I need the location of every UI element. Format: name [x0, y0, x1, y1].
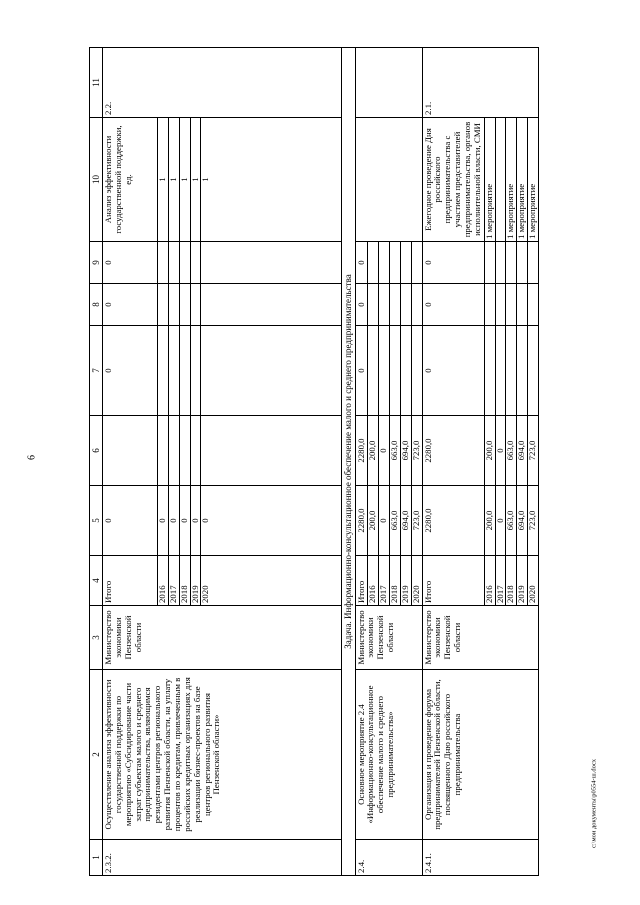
year-col10: 1 мероприятие	[506, 118, 517, 242]
year-col9	[368, 242, 379, 284]
year-col7	[517, 326, 528, 416]
year-col8	[168, 284, 179, 326]
year-col9	[528, 242, 539, 284]
total-col7: 0	[422, 326, 484, 416]
year-col7	[368, 326, 379, 416]
year-col6: 663,0	[506, 416, 517, 486]
total-label: Итого	[103, 556, 158, 606]
year-col5: 200,0	[484, 486, 495, 556]
table-row-2-4-1-total	[422, 48, 484, 876]
row-executor: Министерство экономики Пензенской области	[422, 606, 538, 670]
footer-file-path: c:\мои документы\p0554-ш.docx	[590, 759, 598, 848]
year-label: 2016	[368, 556, 379, 606]
row-col11: 2.1.	[422, 48, 538, 118]
total-col8: 0	[103, 284, 158, 326]
header-cell: 1	[90, 840, 103, 876]
year-col6: 0	[495, 416, 506, 486]
year-col5: 0	[168, 486, 179, 556]
total-col9: 0	[355, 242, 368, 284]
header-cell: 4	[90, 556, 103, 606]
year-col8	[390, 284, 401, 326]
year-col8	[190, 284, 201, 326]
year-col7	[400, 326, 411, 416]
year-col9	[411, 242, 422, 284]
year-col7	[179, 326, 190, 416]
total-col6: 2280,0	[355, 416, 368, 486]
table-row-2-3-2-total	[103, 48, 158, 876]
year-col9	[168, 242, 179, 284]
header-cell: 6	[90, 416, 103, 486]
year-col8	[201, 284, 342, 326]
year-col8	[484, 284, 495, 326]
year-col5: 200,0	[368, 486, 379, 556]
total-col5: 2280,0	[422, 486, 484, 556]
year-col9	[379, 242, 390, 284]
header-cell: 5	[90, 486, 103, 556]
year-col7	[484, 326, 495, 416]
year-col8	[528, 284, 539, 326]
year-col6: 723,0	[528, 416, 539, 486]
year-col10: 1 мероприятие	[517, 118, 528, 242]
year-col7	[528, 326, 539, 416]
year-col9	[390, 242, 401, 284]
indicator-text: Анализ эффективности государственной поддержки, ед.	[103, 118, 158, 242]
total-col5: 0	[103, 486, 158, 556]
year-col7	[379, 326, 390, 416]
year-col10: 1 мероприятие	[528, 118, 539, 242]
year-col10: 1	[168, 118, 179, 242]
header-cell: 9	[90, 242, 103, 284]
year-col6	[179, 416, 190, 486]
year-col8	[179, 284, 190, 326]
year-col6: 723,0	[411, 416, 422, 486]
row-executor: Министерство экономики Пензенской области	[355, 606, 422, 670]
page-number: 6	[26, 455, 38, 460]
year-label: 2018	[179, 556, 190, 606]
total-col7: 0	[103, 326, 158, 416]
year-col10: 1	[158, 118, 169, 242]
year-col9	[158, 242, 169, 284]
year-label: 2019	[517, 556, 528, 606]
year-col6: 0	[379, 416, 390, 486]
year-col6	[201, 416, 342, 486]
year-col6: 663,0	[390, 416, 401, 486]
year-col10: 1	[190, 118, 201, 242]
total-col7: 0	[355, 326, 368, 416]
total-label: Итого	[422, 556, 484, 606]
task-row	[342, 48, 355, 876]
year-col5: 0	[495, 486, 506, 556]
year-col7	[390, 326, 401, 416]
year-col8	[506, 284, 517, 326]
row-executor: Министерство экономики Пензенской области	[103, 606, 342, 670]
year-col5: 0	[201, 486, 342, 556]
year-col9	[506, 242, 517, 284]
year-col7	[168, 326, 179, 416]
year-col8	[368, 284, 379, 326]
total-col9: 0	[103, 242, 158, 284]
year-col6: 694,0	[400, 416, 411, 486]
year-col5: 723,0	[528, 486, 539, 556]
year-col8	[495, 284, 506, 326]
total-col6	[103, 416, 158, 486]
year-col8	[158, 284, 169, 326]
table-row-2-4-total	[355, 48, 368, 876]
year-label: 2018	[390, 556, 401, 606]
header-cell: 2	[90, 670, 103, 840]
year-col5: 694,0	[517, 486, 528, 556]
total-col6: 2280,0	[422, 416, 484, 486]
year-col9	[495, 242, 506, 284]
year-col6	[158, 416, 169, 486]
row-title: Основное мероприятие 2.4 «Информационно-консультационное обеспечение малого и среднего предпринимательства»	[355, 670, 422, 840]
program-table	[89, 47, 539, 876]
year-col5: 694,0	[400, 486, 411, 556]
year-col8	[379, 284, 390, 326]
year-col5: 0	[158, 486, 169, 556]
task-title: Задача. Информационно-консультационное обеспечение малого и среднего предпринимательства	[342, 48, 355, 876]
year-col8	[411, 284, 422, 326]
year-col10: 1	[201, 118, 342, 242]
header-cell: 10	[90, 118, 103, 242]
header-cell: 7	[90, 326, 103, 416]
year-col10	[495, 118, 506, 242]
row-col11	[355, 48, 422, 118]
year-col9	[517, 242, 528, 284]
year-col9	[201, 242, 342, 284]
year-label: 2019	[400, 556, 411, 606]
total-label: Итого	[355, 556, 368, 606]
year-col6: 694,0	[517, 416, 528, 486]
total-col8: 0	[422, 284, 484, 326]
total-col9: 0	[422, 242, 484, 284]
year-col7	[506, 326, 517, 416]
year-col5: 723,0	[411, 486, 422, 556]
year-col9	[484, 242, 495, 284]
year-col9	[190, 242, 201, 284]
year-col10: 1 мероприятие	[484, 118, 495, 242]
year-col6: 200,0	[368, 416, 379, 486]
year-label: 2017	[168, 556, 179, 606]
year-label: 2017	[495, 556, 506, 606]
year-col8	[400, 284, 411, 326]
year-col7	[201, 326, 342, 416]
year-label: 2016	[484, 556, 495, 606]
row-code: 2.4.1.	[422, 840, 538, 876]
year-col5: 0	[190, 486, 201, 556]
indicator-text: Ежегодное проведение Дня российского предпринимательства с участием представителей предпринимательства, органов исполнительной власти, СМИ	[422, 118, 484, 242]
row-code: 2.4.	[355, 840, 422, 876]
header-cell: 3	[90, 606, 103, 670]
row-col11: 2.2.	[103, 48, 342, 118]
year-col10: 1	[179, 118, 190, 242]
year-col5: 663,0	[506, 486, 517, 556]
row-code: 2.3.2.	[103, 840, 342, 876]
year-col6	[190, 416, 201, 486]
year-col5: 663,0	[390, 486, 401, 556]
year-label: 2020	[411, 556, 422, 606]
header-cell: 8	[90, 284, 103, 326]
year-col6: 200,0	[484, 416, 495, 486]
year-col7	[495, 326, 506, 416]
year-col7	[190, 326, 201, 416]
year-label: 2019	[190, 556, 201, 606]
year-col5: 0	[379, 486, 390, 556]
year-label: 2017	[379, 556, 390, 606]
year-col5: 0	[179, 486, 190, 556]
row-title: Организация и проведение форума предпринимателей Пензенской области, посвященного Дню российского предпринимательства	[422, 670, 538, 840]
row-col10	[355, 118, 422, 242]
year-col9	[400, 242, 411, 284]
year-label: 2018	[506, 556, 517, 606]
year-col9	[179, 242, 190, 284]
year-label: 2020	[528, 556, 539, 606]
total-col5: 2280,0	[355, 486, 368, 556]
year-label: 2020	[201, 556, 342, 606]
total-col8: 0	[355, 284, 368, 326]
year-col6	[168, 416, 179, 486]
year-col7	[411, 326, 422, 416]
header-cell: 11	[90, 48, 103, 118]
year-col7	[158, 326, 169, 416]
year-col8	[517, 284, 528, 326]
year-label: 2016	[158, 556, 169, 606]
program-table-rotated	[89, 48, 589, 876]
row-title: Осуществление анализа эффективности государственной поддержки по мероприятию «Субсидирование части затрат субъектам малого и среднего предпринимательства, являющимся резидентами центров регионального развития Пензенской области, на уплату процентов по кредитам, привлеченным в российских кредитных организациях для реализации бизнес-проектов на базе центров регионального развития Пензенской области»	[103, 670, 342, 840]
header-row	[90, 48, 103, 876]
